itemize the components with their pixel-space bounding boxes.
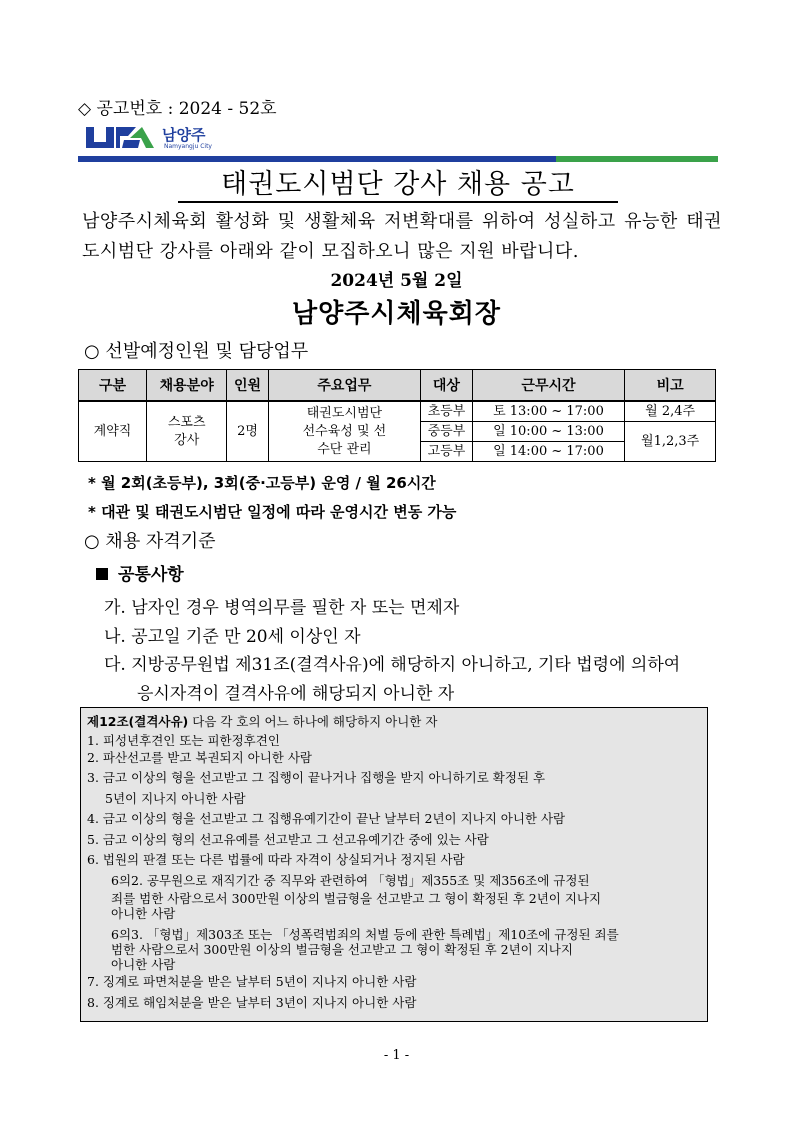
article-clause: 6. 법원의 판결 또는 다른 법률에 따라 자격이 상실되거나 정지된 사람 — [87, 852, 465, 867]
section-heading-qualifications: ○ 채용 자격기준 — [84, 531, 216, 552]
article-clause: 5년이 지나지 아니한 사람 — [105, 790, 246, 806]
article-clause: 아니한 사람 — [111, 957, 176, 972]
logo-name: 남양주 — [162, 126, 206, 144]
recruitment-table — [78, 369, 716, 462]
note-bullet: * 대관 및 태권도시범단 일정에 따라 운영시간 변동 가능 — [88, 503, 457, 521]
article-clause: 3. 금고 이상의 형을 선고받고 그 집행이 끝나거나 집행을 받지 아니하기로 확정된 후 — [87, 770, 546, 785]
article-clause: 1. 피성년후견인 또는 피한정후견인 — [87, 732, 280, 748]
intro-paragraph: 남양주시체육회 활성화 및 생활체육 저변확대를 위하여 성실하고 유능한 태권도시범단 강사를 아래와 같이 모집하오니 많은 지원 바랍니다. — [82, 211, 722, 262]
article-clause: 죄를 범한 사람으로서 300만원 이상의 벌금형을 선고받고 그 형이 확정된 후 2년이 지나지 — [111, 891, 602, 906]
city-logo — [84, 124, 224, 154]
table-row — [79, 401, 716, 422]
common-requirements-heading: 공통사항 — [96, 560, 184, 585]
requirement-item: 다. 지방공무원법 제31조(결격사유)에 해당하지 아니하고, 기타 법령에 의하여 응시자격이 결격사유에 해당되지 아니한 자 — [104, 655, 681, 704]
table-header: 주요업무 — [268, 370, 421, 402]
cell-target: 고등부 — [421, 442, 473, 462]
section-heading-recruitment: ○ 선발예정인원 및 담당업무 — [84, 341, 309, 362]
table-header: 채용분야 — [147, 370, 227, 402]
article-clause: 5. 금고 이상의 형의 선고유예를 선고받고 그 선고유예기간 중에 있는 사람 — [87, 831, 489, 847]
article-clause: 4. 금고 이상의 형을 선고받고 그 집행유예기간이 끝난 날부터 2년이 지나지 아니한 사람 — [87, 811, 566, 826]
table-header: 구분 — [79, 370, 147, 402]
article-clause: 범한 사람으로서 300만원 이상의 벌금형을 선고받고 그 형이 확정된 후 2년이 지나지 — [111, 942, 573, 957]
square-bullet-icon — [96, 568, 108, 580]
article-clause: 7. 징계로 파면처분을 받은 날부터 5년이 지나지 아니한 사람 — [87, 974, 417, 989]
requirement-item: 가. 남자인 경우 병역의무를 필한 자 또는 면제자 — [104, 598, 460, 618]
cell-note: 월 2,4주 — [625, 401, 716, 422]
table-header-row — [79, 370, 716, 402]
article-clause: 아니한 사람 — [111, 906, 176, 921]
requirement-item: 나. 공고일 기준 만 20세 이상인 자 — [104, 627, 361, 647]
cell-time: 토 13:00 ~ 17:00 — [472, 401, 625, 422]
organization-name: 남양주시체육회장 — [292, 299, 501, 329]
article-clause: 8. 징계로 해임처분을 받은 날부터 3년이 지나지 아니한 사람 — [87, 994, 417, 1010]
page-number: - 1 - — [383, 1048, 410, 1063]
disqualification-article-box — [80, 707, 708, 1022]
announcement-date: 2024년 5월 2일 — [330, 271, 463, 291]
article-clause: 2. 파산선고를 받고 복권되지 아니한 사람 — [87, 749, 312, 765]
article-clause: 6의3. 「형법」제303조 또는 「성폭력범죄의 처벌 등에 관한 특례법」제10조에 규정된 죄를 — [111, 927, 619, 942]
cell-note: 월1,2,3주 — [625, 422, 716, 462]
logo-subtitle: Namyangju City — [164, 143, 212, 150]
table-header: 인원 — [227, 370, 268, 402]
cell-field: 스포츠 강사 — [147, 401, 227, 462]
table-header: 비고 — [625, 370, 716, 402]
cell-count: 2명 — [227, 401, 268, 462]
article-heading: 제12조(결격사유) 다음 각 호의 어느 하나에 해당하지 아니한 자 — [87, 714, 438, 729]
article-clause: 6의2. 공무원으로 재직기간 중 직무와 관련하여 「형법」제355조 및 제356조에 규정된 — [111, 872, 590, 888]
cell-category: 계약직 — [79, 401, 147, 462]
city-logo-icon — [84, 124, 156, 150]
cell-target: 초등부 — [421, 401, 473, 422]
cell-target: 중등부 — [421, 422, 473, 442]
cell-time: 일 14:00 ~ 17:00 — [472, 442, 625, 462]
note-bullet: * 월 2회(초등부), 3회(중·고등부) 운영 / 월 26시간 — [88, 474, 436, 492]
notice-number: ◇ 공고번호 : 2024 - 52호 — [78, 99, 277, 119]
page-title: 태권도시범단 강사 채용 공고 — [221, 169, 575, 200]
cell-time: 일 10:00 ~ 13:00 — [472, 422, 625, 442]
table-header: 대상 — [421, 370, 473, 402]
table-header: 근무시간 — [472, 370, 625, 402]
cell-duties: 태권도시범단 선수육성 및 선수단 관리 — [268, 401, 421, 462]
title-underline — [178, 201, 618, 203]
